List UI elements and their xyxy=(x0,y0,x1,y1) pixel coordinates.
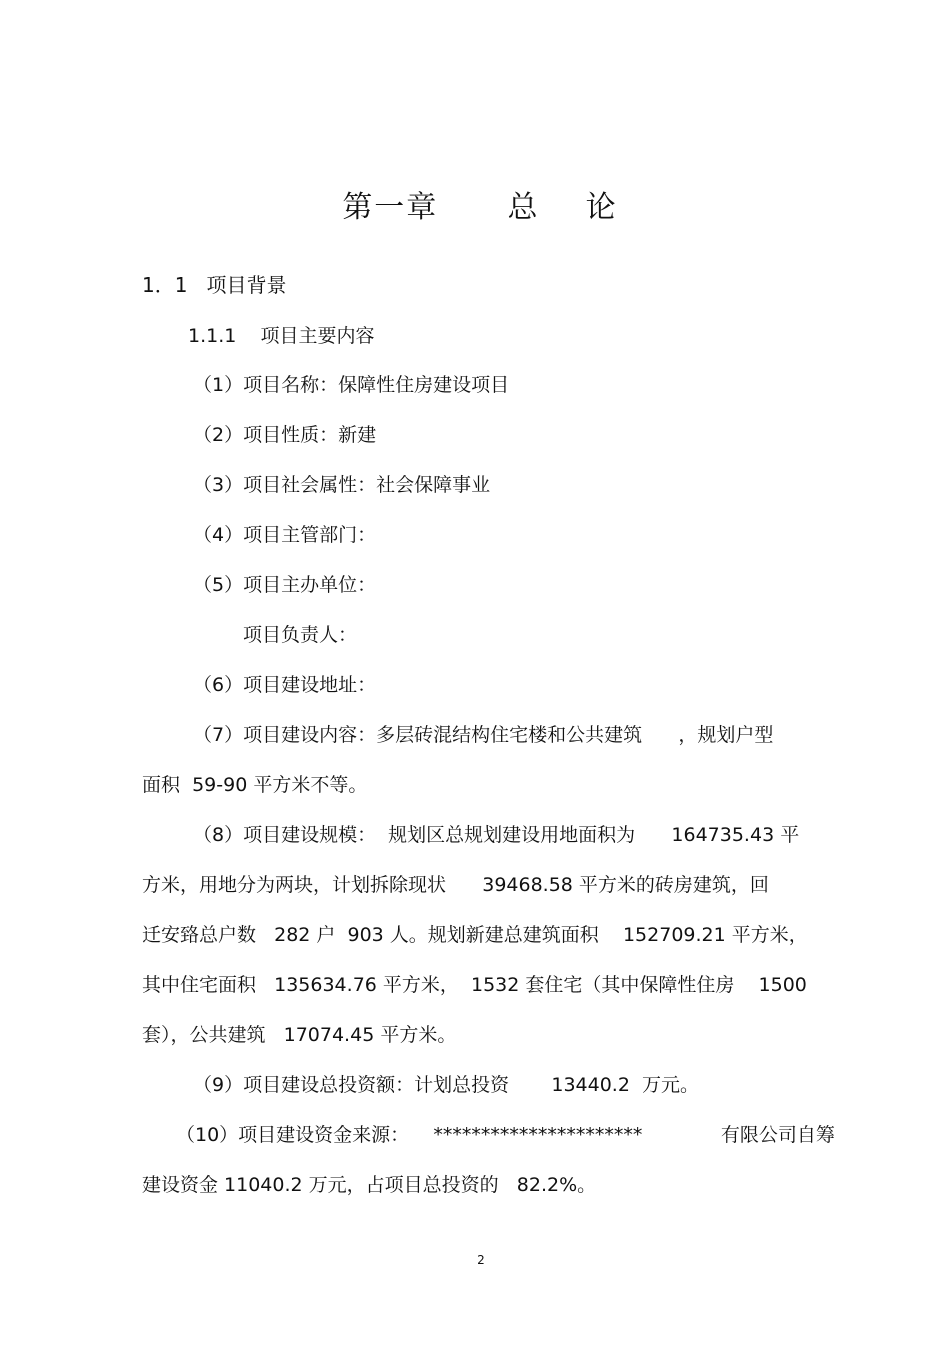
page-number: 2 xyxy=(477,1253,485,1267)
item-funding-source-cont: 建设资金 11040.2 万元，占项目总投资的 82.2%。 xyxy=(142,1174,597,1196)
item-construction-scale-line5: 套），公共建筑 17074.45 平方米。 xyxy=(142,1024,457,1046)
subsection-number: 1.1.1 xyxy=(188,325,237,347)
item-funding-source: （10）项目建设资金来源： ********************** 有限公司自筹 xyxy=(176,1124,835,1146)
subsection-title: 项目主要内容 xyxy=(260,325,375,347)
item-construction-content: （7）项目建设内容：多层砖混结构住宅楼和公共建筑 ，规划户型 xyxy=(193,724,774,746)
subsection-heading xyxy=(188,323,375,349)
item-construction-scale-line3: 迁安臵总户数 282 户 903 人。规划新建总建筑面积 152709.21 平方米， xyxy=(142,924,808,946)
item-construction-scale-line4: 其中住宅面积 135634.76 平方米， 1532 套住宅（其中保障性住房 1500 xyxy=(142,974,807,996)
item-total-investment: （9）项目建设总投资额：计划总投资 13440.2 万元。 xyxy=(193,1074,700,1096)
item-competent-department: （4）项目主管部门： xyxy=(193,524,377,546)
item-project-leader: 项目负责人： xyxy=(243,624,358,646)
item-social-attribute: （3）项目社会属性：社会保障事业 xyxy=(193,474,491,496)
item-construction-scale: （8）项目建设规模： 规划区总规划建设用地面积为 164735.43 平 xyxy=(193,824,800,846)
section-title: 项目背景 xyxy=(206,273,287,297)
item-project-name: （1）项目名称：保障性住房建设项目 xyxy=(193,374,510,396)
item-construction-scale-line2: 方米，用地分为两块，计划拆除现状 39468.58 平方米的砖房建筑，回 xyxy=(142,874,769,896)
item-sponsor-unit: （5）项目主办单位： xyxy=(193,574,377,596)
section-number: 1．1 xyxy=(142,273,188,297)
item-project-nature: （2）项目性质：新建 xyxy=(193,424,377,446)
section-heading xyxy=(142,272,287,298)
item-construction-content-cont: 面积 59-90 平方米不等。 xyxy=(142,774,368,796)
chapter-title: 第一章 总 论 xyxy=(342,190,618,225)
item-construction-address: （6）项目建设地址： xyxy=(193,674,377,696)
